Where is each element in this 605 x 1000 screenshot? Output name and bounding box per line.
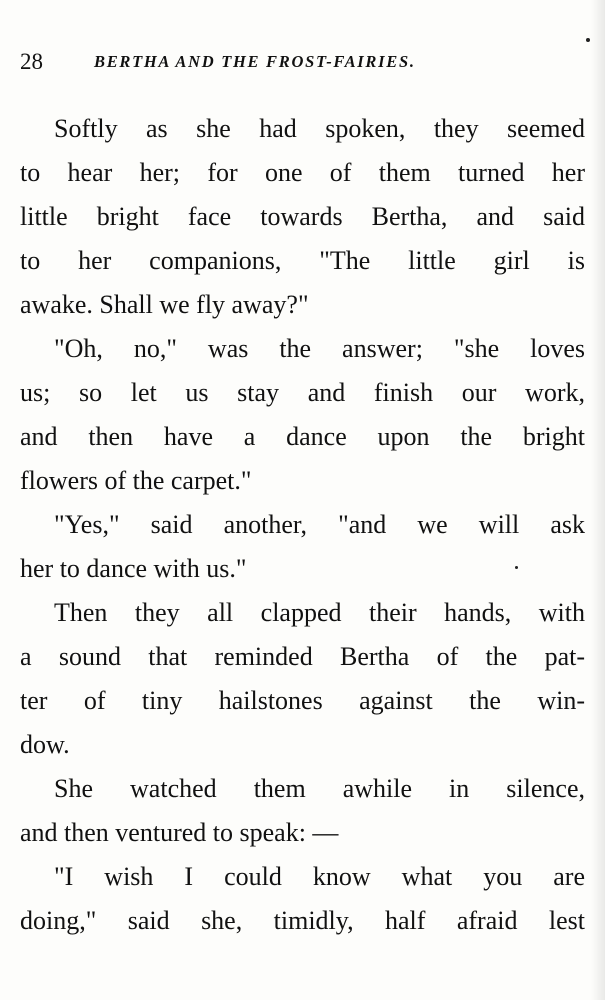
text-line: and then have a dance upon the bright [20,422,585,451]
text-line: "Oh, no," was the answer; "she loves [54,334,585,363]
text-line: She watched them awhile in silence, [54,774,585,803]
page-header [20,48,590,78]
text-line: to her companions, "The little girl is [20,246,585,275]
text-line: ter of tiny hailstones against the win- [20,686,585,715]
text-line: Softly as she had spoken, they seemed [54,114,585,143]
text-line: flowers of the carpet." [20,466,252,495]
text-line: us; so let us stay and finish our work, [20,378,585,407]
body-text [20,107,585,943]
text-line: doing," said she, timidly, half afraid lest [20,906,585,935]
text-line: "Yes," said another, "and we will ask [54,510,585,539]
text-line: little bright face towards Bertha, and said [20,202,585,231]
page-edge-shadow [591,0,605,1000]
text-line: to hear her; for one of them turned her [20,158,585,187]
ink-speck [515,566,518,569]
text-line: awake. Shall we fly away?" [20,290,309,319]
text-line: and then ventured to speak: — [20,818,339,847]
text-line: Then they all clapped their hands, with [54,598,585,627]
ink-speck [586,38,590,42]
page-number: 28 [20,49,43,74]
text-line: her to dance with us." [20,554,247,583]
text-line: "I wish I could know what you are [54,862,585,891]
text-line: dow. [20,730,70,759]
text-line: a sound that reminded Bertha of the pat- [20,642,585,671]
running-title: BERTHA AND THE FROST-FAIRIES. [94,52,416,71]
